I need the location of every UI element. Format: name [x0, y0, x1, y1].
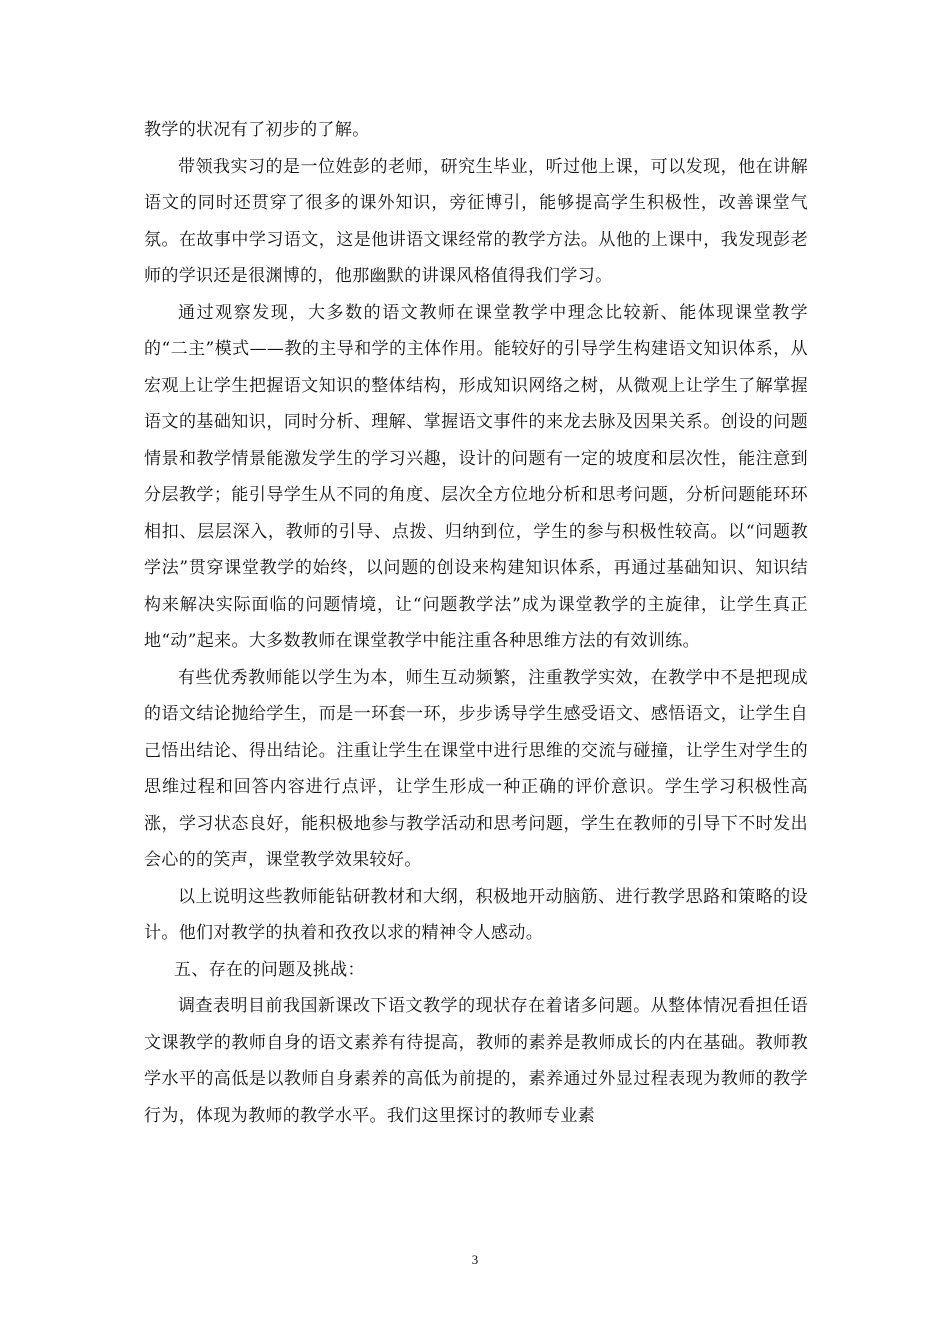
paragraph-summary: 以上说明这些教师能钻研教材和大纲，积极地开动脑筋、进行教学思路和策略的设计。他们对教学的执着和孜孜以求的精神令人感动。: [144, 886, 808, 943]
paragraph-teacher-peng: 带领我实习的是一位姓彭的老师，研究生毕业，听过他上课，可以发现，他在讲解语文的同时还贯穿了很多的课外知识，旁征博引，能够提高学生积极性，改善课堂气氛。在故事中学习语文，这是他讲语文课经常的教学方法。从他的上课中，我发现彭老师的学识还是很渊博的，他那幽默的讲课风格值得我们学习。: [144, 156, 808, 286]
page-number: 3: [471, 1252, 479, 1267]
paragraph-excellent-teachers: 有些优秀教师能以学生为本，师生互动频繁，注重教学实效，在教学中不是把现成的语文结论抛给学生，而是一环套一环，步步诱导学生感受语文、感悟语文，让学生自己悟出结论、得出结论。注重让学生在课堂中进行思维的交流与碰撞，让学生对学生的思维过程和回答内容进行点评，让学生形成一种正确的评价意识。学生学习积极性高涨，学习状态良好，能积极地参与教学活动和思考问题，学生在教师的引导下不时发出会心的的笑声，课堂教学效果较好。: [144, 667, 808, 870]
paragraph-observation: 通过观察发现，大多数的语文教师在课堂教学中理念比较新、能体现课堂教学的“二主”模式——教的主导和学的主体作用。能较好的引导学生构建语文知识体系，从宏观上让学生把握语文知识的整体结构，形成知识网络之树，从微观上让学生了解掌握语文的基础知识，同时分析、理解、掌握语文事件的来龙去脉及因果关系。创设的问题情景和教学情景能激发学生的学习兴趣，设计的问题有一定的坡度和层次性，能注意到分层教学；能引导学生从不同的角度、层次全方位地分析和思考问题，分析问题能环环相扣、层层深入，教师的引导、点拨、归纳到位，学生的参与积极性较高。以“问题教学法”贯穿课堂教学的始终，以问题的创设来构建知识体系，再通过基础知识、知识结构来解决实际面临的问题情境，让“问题教学法”成为课堂教学的主旋律，让学生真正地“动”起来。大多数教师在课堂教学中能注重各种思维方法的有效训练。: [144, 302, 808, 651]
paragraph-continuation: 教学的状况有了初步的了解。: [144, 120, 370, 140]
document-body: [144, 112, 808, 1134]
section-heading-problems: 五、存在的问题及挑战：: [174, 959, 365, 980]
paragraph-survey: 调查表明目前我国新课改下语文教学的现状存在着诸多问题。从整体情况看担任语文课教学的教师自身的语文素养有待提高，教师的素养是教师成长的内在基础。教师教学水平的高低是以教师自身素养的高低为前提的，素养通过外显过程表现为教师的教学行为，体现为教师的教学水平。我们这里探讨的教师专业素: [144, 996, 808, 1126]
